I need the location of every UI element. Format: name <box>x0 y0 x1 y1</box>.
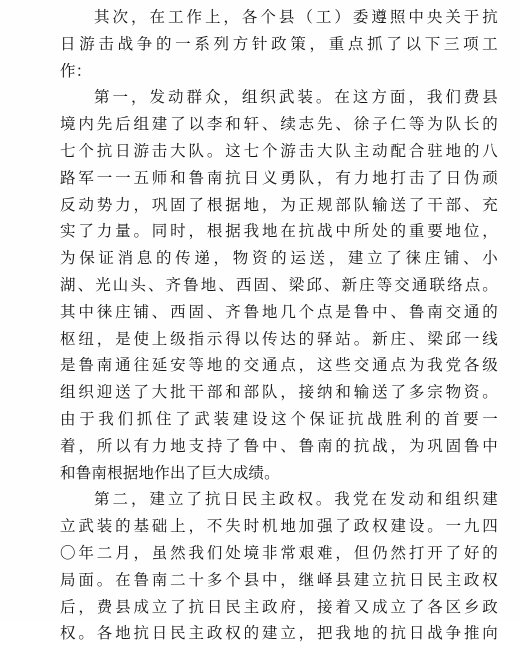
text-line: 后，费县成立了抗日民主政府，接着又成立了各区乡政 <box>60 597 498 616</box>
text-line: 〇年二月，虽然我们处境非常艰难，但仍然打开了好的 <box>60 543 498 562</box>
text-line: 权。各地抗日民主政权的建立，把我地的抗日战争推向 <box>60 624 498 643</box>
text-line: 立武装的基础上，不失时机地加强了政权建设。一九四 <box>60 517 498 536</box>
text-line: 局面。在鲁南二十多个县中，继峄县建立抗日民主政权 <box>60 570 498 589</box>
text-line: 路军一一五师和鲁南抗日义勇队，有力地打击了日伪顽 <box>60 168 498 187</box>
text-line: 第二，建立了抗日民主政权。我党在发动和组织建 <box>94 490 498 509</box>
text-line: 实了力量。同时，根据我地在抗战中所处的重要地位， <box>60 222 498 241</box>
text-line: 和鲁南根据地作出了巨大成绩。 <box>60 463 280 482</box>
text-line: 反动势力，巩固了根据地，为正规部队输送了干部、充 <box>60 195 498 214</box>
text-line: 第一，发动群众，组织武装。在这方面，我们费县 <box>94 88 498 107</box>
text-line: 为保证消息的传递，物资的运送，建立了徕庄铺、小 <box>60 249 498 268</box>
text-line: 枢纽，是使上级指示得以传达的驿站。新庄、梁邱一线 <box>60 329 498 348</box>
text-line: 组织迎送了大批干部和部队，接纳和输送了多宗物资。 <box>60 383 498 402</box>
text-line: 其中徕庄铺、西固、齐鲁地几个点是鲁中、鲁南交通的 <box>60 302 498 321</box>
text-line: 境内先后组建了以李和轩、续志先、徐子仁等为队长的 <box>60 115 498 134</box>
text-line: 日游击战争的一系列方针政策，重点抓了以下三项工 <box>60 34 498 53</box>
paragraph-second-point <box>60 486 498 647</box>
text-line: 着，所以有力地支持了鲁中、鲁南的抗战，为巩固鲁中 <box>60 436 498 455</box>
text-line: 由于我们抓住了武装建设这个保证抗战胜利的首要一 <box>60 409 498 428</box>
text-line: 七个抗日游击大队。这七个游击大队主动配合驻地的八 <box>60 141 498 160</box>
text-line: 是鲁南通往延安等地的交通点，这些交通点为我党各级 <box>60 356 498 375</box>
body-text <box>60 4 498 647</box>
text-line: 其次，在工作上，各个县（工）委遵照中央关于抗 <box>94 8 498 26</box>
text-line: 作： <box>60 61 92 80</box>
paragraph-first-point <box>60 84 498 486</box>
text-line: 湖、光山头、齐鲁地、西固、梁邱、新庄等交通联络点。 <box>60 275 498 294</box>
paragraph-intro <box>60 4 498 84</box>
